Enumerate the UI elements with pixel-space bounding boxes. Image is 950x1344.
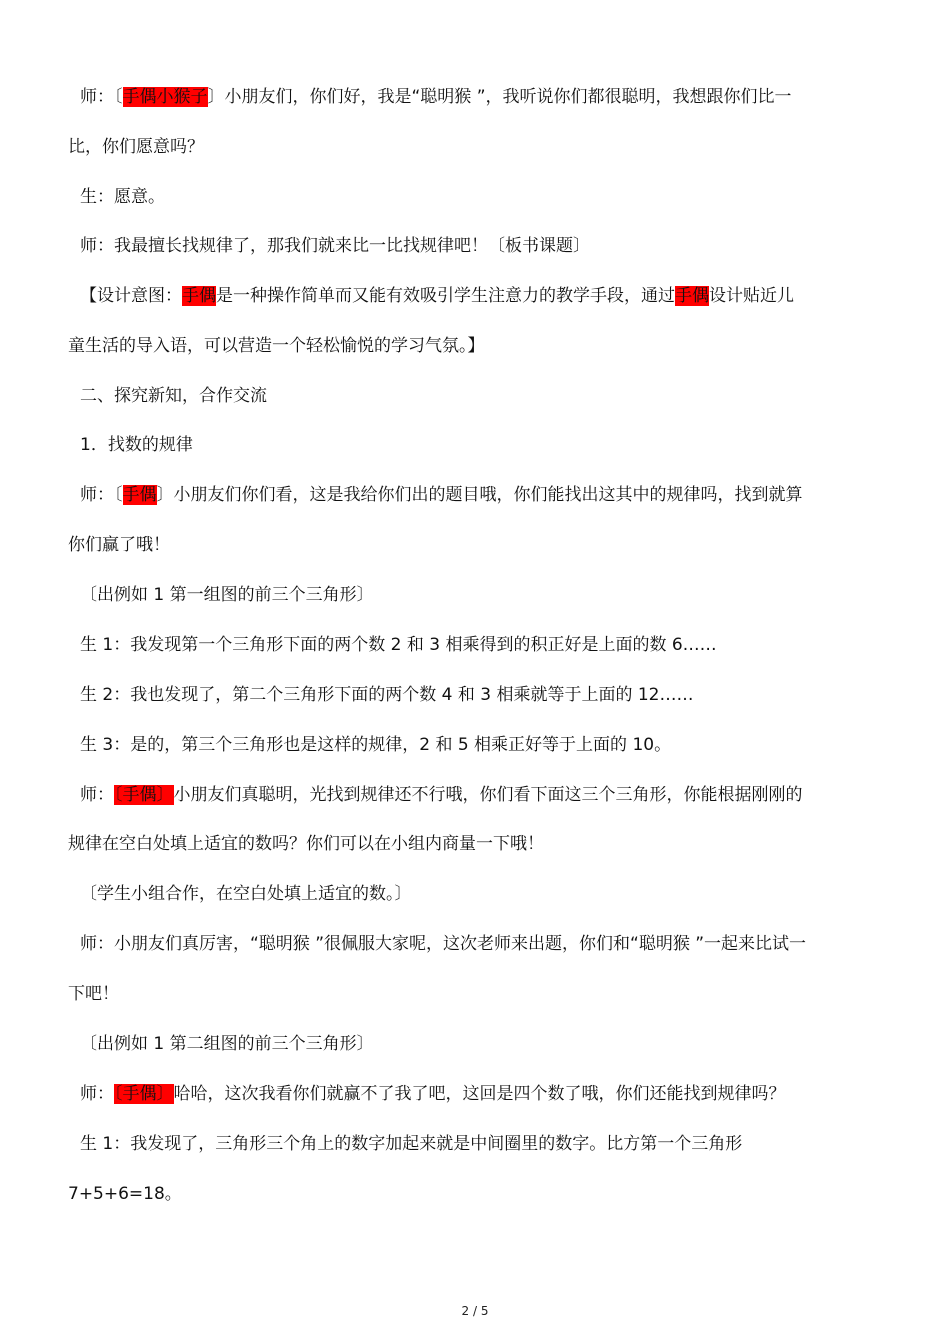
highlight: 〔手偶〕 [114,785,174,805]
paragraph-line: 师：小朋友们真厉害，“聪明猴 ”很佩服大家呢，这次老师来出题，你们和“聪明猴 ”一起来比试一 [80,934,807,954]
subsection-heading: 1．找数的规律 [80,435,193,455]
paragraph-line: 【设计意图：手偶是一种操作简单而又能有效吸引学生注意力的教学手段，通过手偶设计贴近儿 [80,286,794,306]
paragraph-line: 师：〔手偶〕小朋友们你们看，这是我给你们出的题目哦，你们能找出这其中的规律吗，找到就算 [80,485,803,505]
paragraph-line: 〔出例如 1 第二组图的前三个三角形〕 [80,1034,374,1054]
paragraph-line: 生 1：我发现了，三角形三个角上的数字加起来就是中间圈里的数字。比方第一个三角形 [80,1134,743,1154]
paragraph-line: 师：我最擅长找规律了，那我们就来比一比找规律吧！〔板书课题〕 [80,236,590,256]
paragraph-line: 下吧！ [68,984,119,1004]
paragraph-line: 你们赢了哦！ [68,535,170,555]
highlight: 手偶 [122,485,157,505]
paragraph-line: 比，你们愿意吗？ [68,137,204,157]
highlight: 手偶 [675,286,709,306]
highlight: 手偶 [182,286,216,306]
highlight: 手偶小猴子 [122,87,208,107]
paragraph-line: 师：〔手偶〕哈哈，这次我看你们就赢不了我了吧，这回是四个数了哦，你们还能找到规律吗？ [80,1084,786,1104]
page-number: 2 / 5 [461,1304,489,1318]
paragraph-line: 生 1：我发现第一个三角形下面的两个数 2 和 3 相乘得到的积正好是上面的数 6…… [80,635,717,655]
highlight: 〔手偶〕 [114,1084,174,1104]
paragraph-line: 7+5+6=18。 [68,1184,182,1204]
paragraph-line: 师：〔手偶小猴子〕小朋友们，你们好，我是“聪明猴 ”，我听说你们都很聪明，我想跟你们比一 [80,87,792,107]
paragraph-line: 生 3：是的，第三个三角形也是这样的规律，2 和 5 相乘正好等于上面的 10。 [80,735,672,755]
paragraph-line: 规律在空白处填上适宜的数吗？你们可以在小组内商量一下哦！ [68,834,544,854]
paragraph-line: 〔学生小组合作，在空白处填上适宜的数。〕 [80,884,412,904]
paragraph-line: 〔出例如 1 第一组图的前三个三角形〕 [80,585,374,605]
paragraph-line: 生 2：我也发现了，第二个三角形下面的两个数 4 和 3 相乘就等于上面的 12…… [80,685,694,705]
section-heading: 二、探究新知，合作交流 [80,386,267,406]
paragraph-line: 童生活的导入语，可以营造一个轻松愉悦的学习气氛。】 [68,336,485,356]
paragraph-line: 师：〔手偶〕小朋友们真聪明，光找到规律还不行哦，你们看下面这三个三角形，你能根据刚刚的 [80,785,803,805]
paragraph-line: 生：愿意。 [80,187,165,207]
